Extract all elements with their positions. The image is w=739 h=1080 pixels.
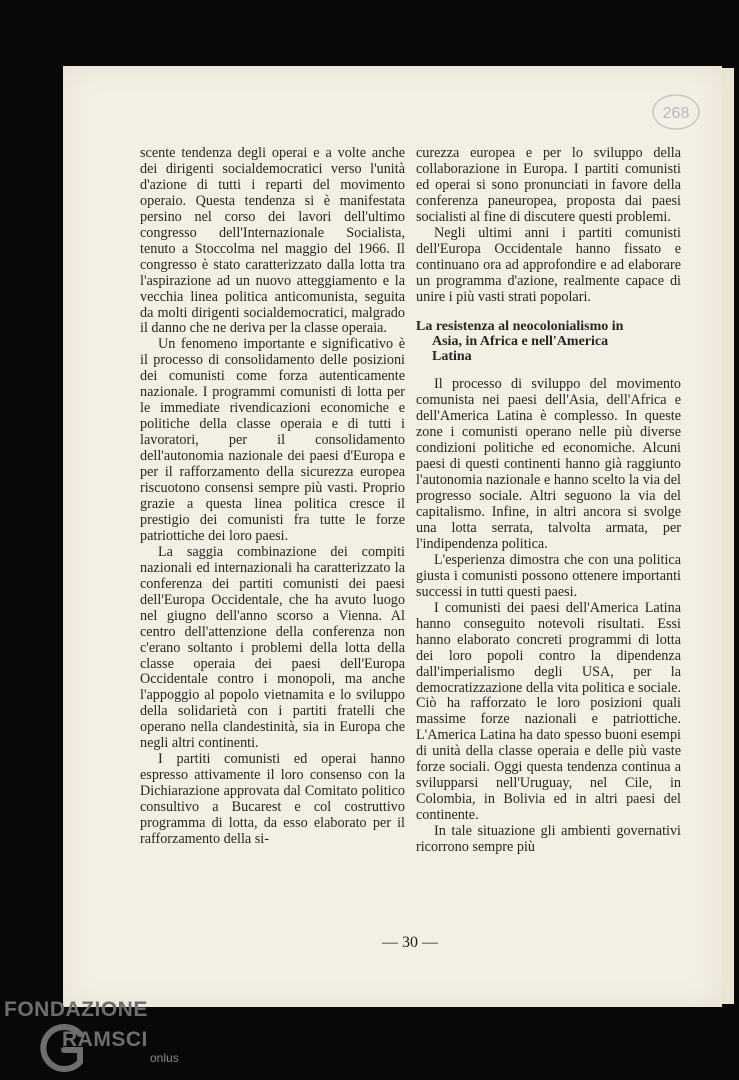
section-heading-line-2: Asia, in Africa e nell'America xyxy=(432,333,609,349)
archive-number-stamp xyxy=(651,92,701,132)
section-heading xyxy=(416,319,681,365)
page-number: — 30 — xyxy=(382,934,438,951)
right-paragraph-2: Negli ultimi anni i partiti comunisti dell'Europa Occidentale hanno fissato e continuano ora ad approfondire e ad elaborare un programma d'azione, realmente capace di unire i più vasti strati popolari. xyxy=(416,224,681,305)
left-paragraph-1: scente tendenza degli operai e a volte anche dei dirigenti socialdemocratici verso l'unità d'azione di tutti i reparti del movimento operaio. Questa tendenza si è manifestata persino nel corso dei lavori dell'ultimo congresso dell'Internazionale Socialista, tenuto a Stoccolma nel maggio del 1966. Il congresso è stato caratterizzato dalla lotta tra l'aspirazione ad un nuovo atteggiamento e la vecchia linea politica anticomunista, seguita da molti dirigenti socialdemocratici, malgrado il danno che ne deriva per la classe operaia. xyxy=(140,145,405,337)
watermark-line-3: onlus xyxy=(150,1051,179,1065)
left-paragraph-3: La saggia combinazione dei compiti nazionali ed internazionali ha caratterizzato la conferenza dei partiti comunisti dei paesi dell'Europa Occidentale, che ha avuto luogo nel giugno dell'anno scorso a Vienna. Al centro dell'attenzione della conferenza non c'erano soltanto i problemi della lotta della classe operaia dei paesi dell'Europa Occidentale contro i monopoli, ma anche l'appoggio al popolo vietnamita e lo sviluppo della solidarietà con i partiti fratelli che operano nella clandestinità, sia in Europa che negli altri continenti. xyxy=(140,543,405,752)
left-paragraph-2: Un fenomeno importante e significativo è il processo di consolidamento delle posizioni dei comunisti come forza autenticamente nazionale. I programmi comunisti di lotta per le immediate rivendicazioni economiche e politiche della classe operaia e di tutti i lavoratori, per il consolidamento dell'autonomia nazionale dei paesi d'Europa e per il rafforzamento della sicurezza europea riscuotono consensi sempre più vasti. Proprio grazie a questa linea politica cresce il prestigio dei comunisti fra tutte le forze patriottiche dei loro paesi. xyxy=(140,336,405,544)
fondazione-gramsci-watermark xyxy=(4,994,204,1080)
left-paragraph-4: I partiti comunisti ed operai hanno espresso attivamente il loro consenso con la Dichiarazione approvata dal Comitato politico consultivo a Bucarest e col costruttivo programma di lotta, da esso elaborato per il rafforzamento della si- xyxy=(140,751,405,847)
watermark-line-1: FONDAZIONE xyxy=(4,998,148,1021)
right-paragraph-3: Il processo di sviluppo del movimento comunista nei paesi dell'Asia, dell'Africa e dell'America Latina è complesso. In queste zone i comunisti operano nelle più diverse condizioni politiche ed economiche. Alcuni paesi di questi continenti hanno già raggiunto l'autonomia nazionale e hanno scelto la via del progresso sociale. Altri seguono la via del capitalismo. Infine, in altri ancora si svolge una lotta serrata, talvolta armata, per l'indipendenza politica. xyxy=(416,376,681,552)
section-heading-line-1: La resistenza al neocolonialismo in xyxy=(416,318,624,334)
stamp-number: 268 xyxy=(662,105,690,122)
watermark-line-2: RAMSCI xyxy=(62,1028,148,1051)
right-paragraph-5: I comunisti dei paesi dell'America Latina hanno conseguito notevoli risultati. Essi hanno elaborato concreti programmi di lotta dei loro popoli contro la dipendenza dall'imperialismo degli USA, per la democratizzazione della vita politica e sociale. Ciò ha rafforzato le loro posizioni quali massime forze nazionali e patriottiche. L'America Latina ha dato spesso buoni esempi di unità della classe operaia e delle più vaste forze sociali. Oggi questa tendenza continua a svilupparsi nell'Uruguay, nel Cile, in Colombia, in Bolivia ed in altri paesi del continente. xyxy=(416,599,681,824)
section-heading-line-3: Latina xyxy=(432,349,472,365)
right-paragraph-1: curezza europea e per lo sviluppo della collaborazione in Europa. I partiti comunisti ed operai si sono pronunciati in favore della conferenza paneuropea, proposta dai paesi socialisti al fine di discutere questi problemi. xyxy=(416,145,681,225)
left-column xyxy=(140,146,405,848)
right-paragraph-6: In tale situazione gli ambienti governativi ricorrono sempre più xyxy=(416,823,681,856)
right-column xyxy=(416,146,681,856)
right-paragraph-4: L'esperienza dimostra che con una politica giusta i comunisti possono ottenere importanti successi in tutti questi paesi. xyxy=(416,551,681,600)
